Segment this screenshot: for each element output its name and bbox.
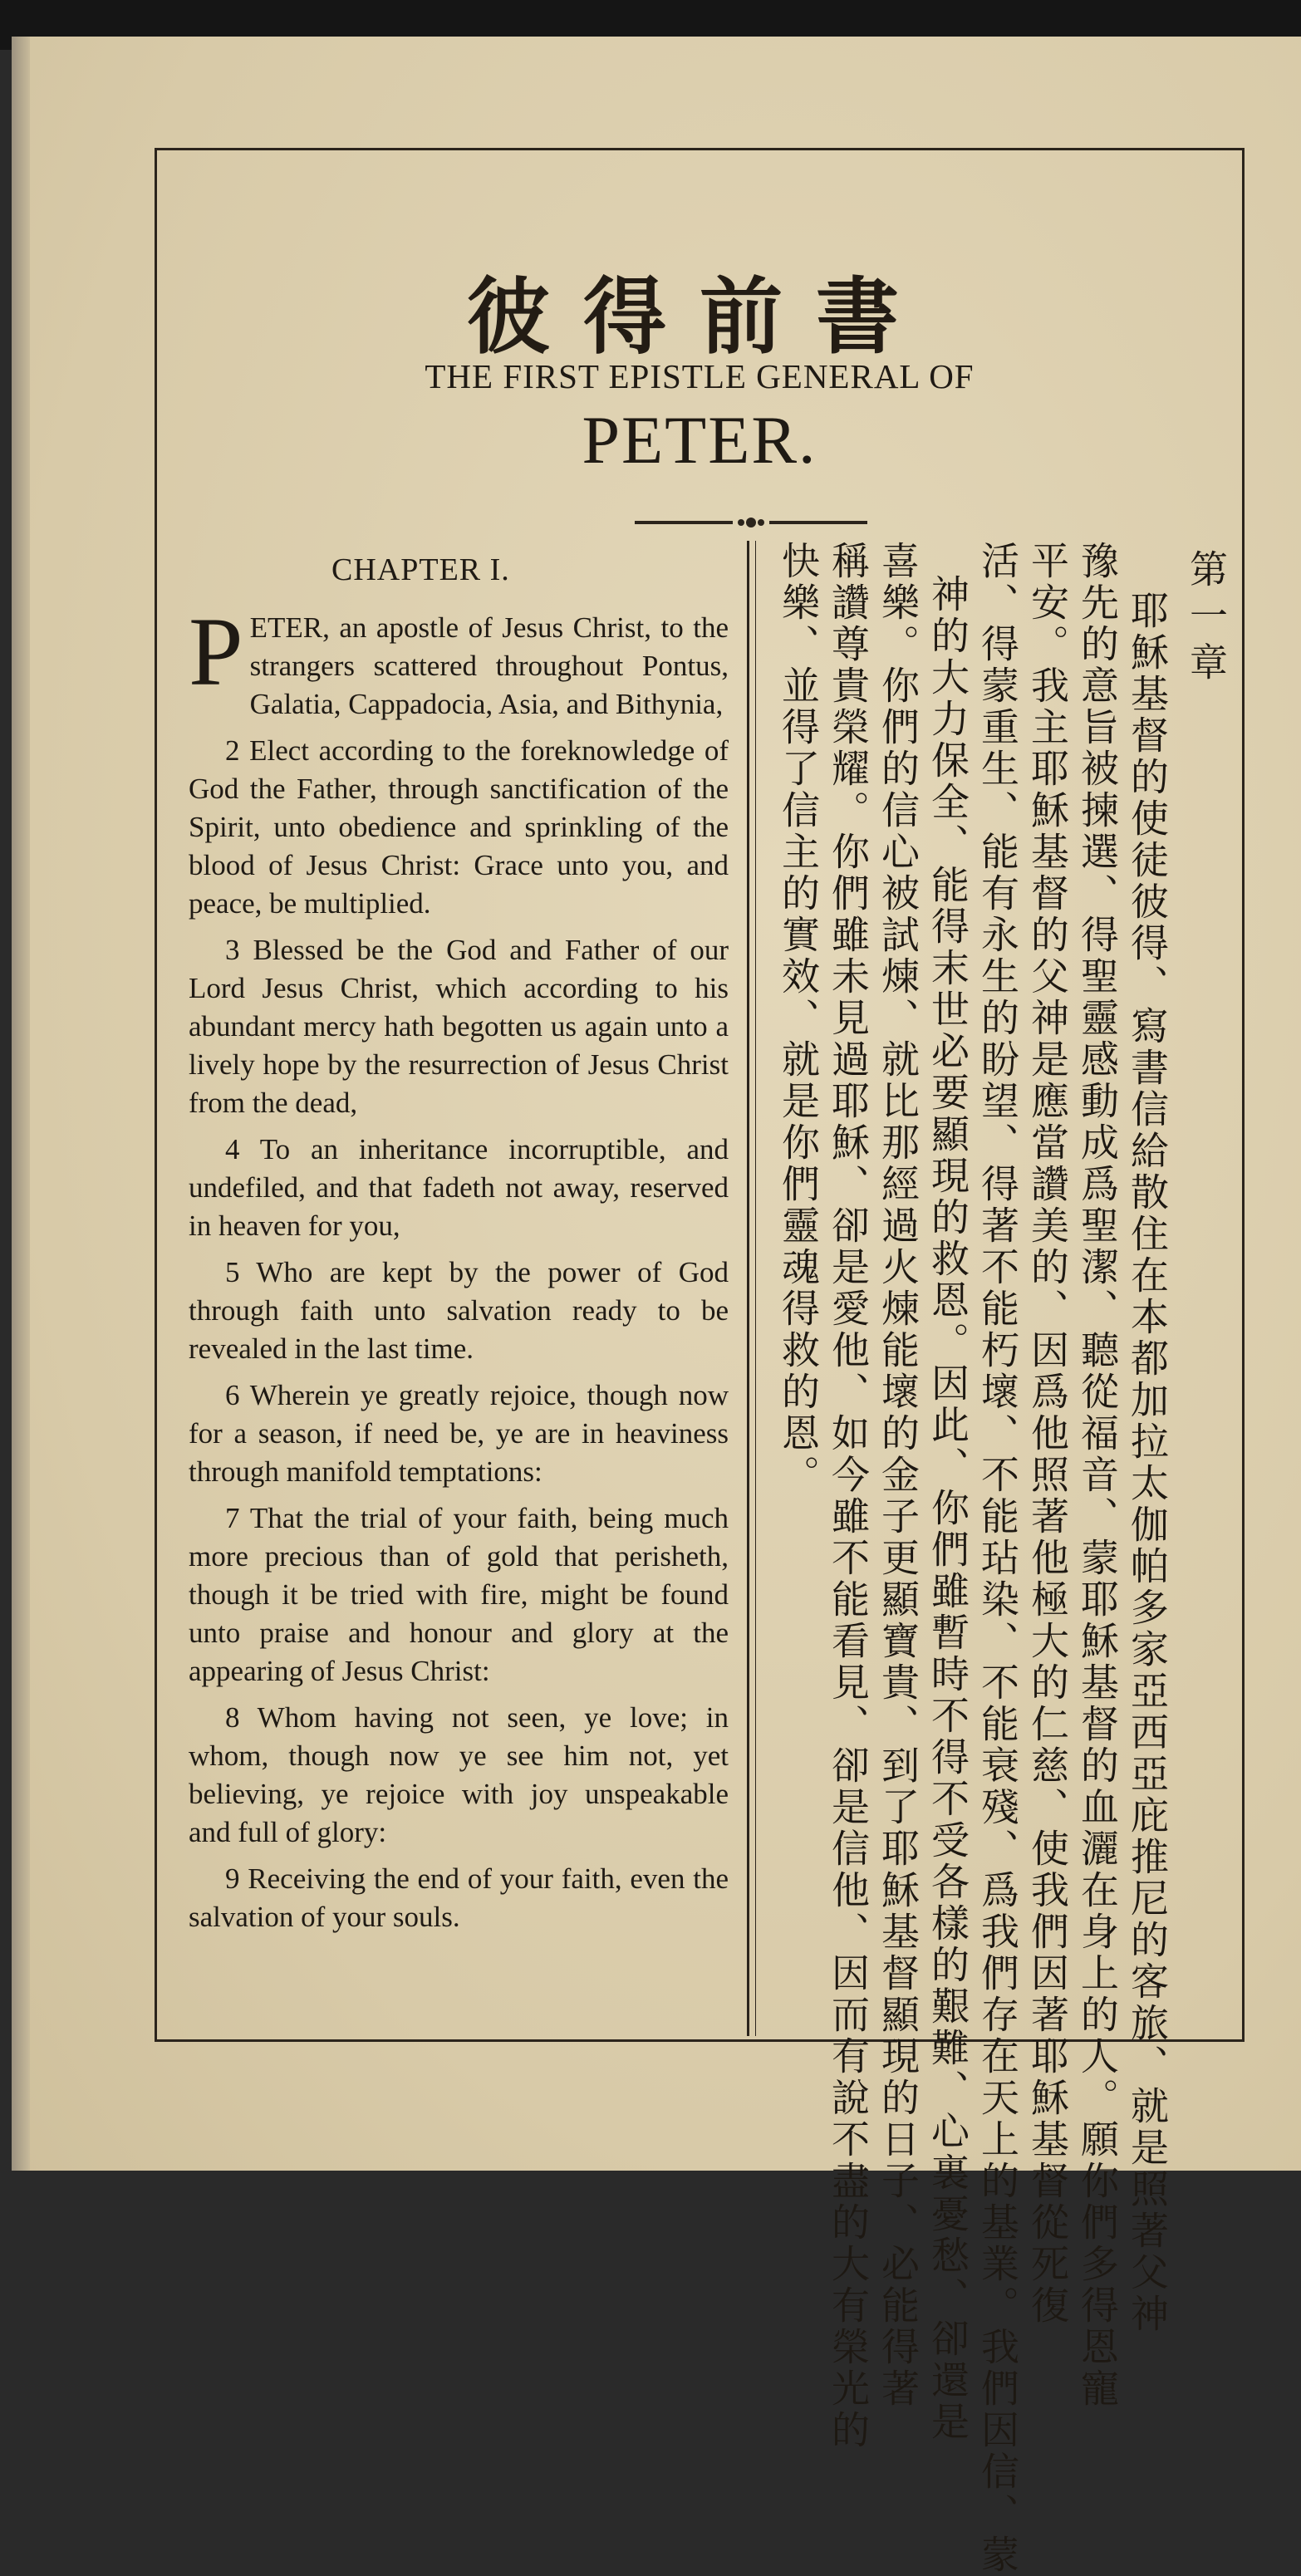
chinese-column-1: 耶穌基督的使徒彼得、寫書信給散住在本都加拉太伽帕多家亞西亞庇推尼的客旅、就是照著父神 xyxy=(1125,591,1170,2335)
chapter-heading: CHAPTER I. xyxy=(331,552,510,587)
chinese-column-4: 活、得蒙重生、能有永生的盼望、得著不能朽壞、不能玷染、不能衰殘、爲我們存在天上的基業。我們因信、蒙 xyxy=(975,541,1020,2576)
book-page xyxy=(12,37,1301,2576)
verse-3: 3 Blessed be the God and Father of our Lord Jesus Christ, which according to his abundant mercy hath begotten us again unto a lively hope by the resurrection of Jesus Christ from the dead, xyxy=(189,934,729,1119)
chinese-column-5: 神的大力保全、能得末世必要顯現的救恩。因此、你們雖暫時不得不受各樣的艱難、心裏憂愁、卻還是 xyxy=(925,574,970,2443)
verse-5: 5 Who are kept by the power of God through faith unto salvation ready to be revealed in the last time. xyxy=(189,1256,729,1365)
text-frame xyxy=(155,148,1245,2576)
english-title: PETER. xyxy=(582,402,817,478)
chinese-column-2: 豫先的意旨被揀選、得聖靈感動成爲聖潔、聽從福音、蒙耶穌基督的血灑在身上的人。願你們多得恩寵 xyxy=(1075,541,1120,2410)
column-divider xyxy=(747,541,749,2036)
verse-7: 7 That the trial of your faith, being much more precious than of gold that perisheth, though it be tried with fire, might be found unto praise and honour and glory at the appearing of Jesus Christ: xyxy=(189,1502,729,1687)
chinese-title: 彼得前書 xyxy=(467,267,932,366)
verse-8: 8 Whom having not seen, ye love; in whom, though now ye see him not, yet believing, ye rejoice with joy unspeakable and full of glory: xyxy=(189,1701,729,1848)
chinese-column-6: 喜樂。你們的信心被試煉、就比那經過火煉能壞的金子更顯寶貴、到了耶穌基督顯現的日子、必能得著 xyxy=(876,541,921,2410)
verse-2: 2 Elect according to the foreknowledge of God the Father, through sanctification of the Spirit, unto obedience and sprinkling of the blood of Jesus Christ: Grace unto you, and peace, be multiplied. xyxy=(189,734,729,920)
english-text xyxy=(189,597,729,1945)
title-ornament xyxy=(635,513,867,532)
chinese-column-7: 稱讚尊貴榮耀。你們雖未見過耶穌、卻是愛他、如今雖不能看見、卻是信他、因而有說不盡的大有榮光的 xyxy=(826,541,871,2451)
chinese-column-8: 快樂、並得了信主的實效、就是你們靈魂得救的恩。 xyxy=(776,541,821,1496)
page-edge xyxy=(12,37,30,2171)
chinese-text xyxy=(776,541,1229,2576)
verse-1: PETER, an apostle of Jesus Christ, to the strangers scattered throughout Pontus, Galatia, Cappadocia, Asia, and Bithynia, xyxy=(189,597,729,720)
column-divider-thin xyxy=(755,541,756,2036)
verse-9: 9 Receiving the end of your faith, even the salvation of your souls. xyxy=(189,1862,729,1933)
drop-cap: P xyxy=(189,597,243,706)
chinese-column-3: 平安。我主耶穌基督的父神是應當讚美的、因爲他照著他極大的仁慈、使我們因著耶穌基督從死復 xyxy=(1025,541,1070,2327)
chinese-chapter-label: 第一章 xyxy=(1184,549,1229,689)
verse-6: 6 Wherein ye greatly rejoice, though now for a season, if need be, ye are in heaviness through manifold temptations: xyxy=(189,1379,729,1488)
verse-4: 4 To an inheritance incorruptible, and undefiled, and that fadeth not away, reserved in heaven for you, xyxy=(189,1133,729,1242)
english-heading: THE FIRST EPISTLE GENERAL OF xyxy=(425,357,975,395)
